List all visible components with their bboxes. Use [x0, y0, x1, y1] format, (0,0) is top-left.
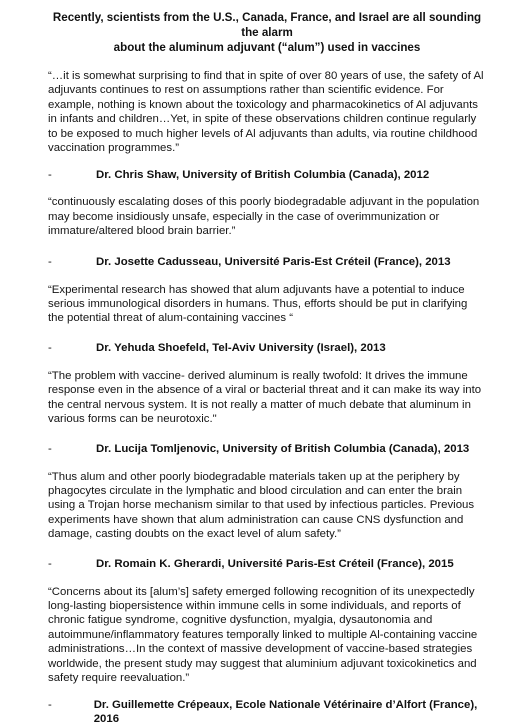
quote-shaw: “…it is somewhat surprising to find that in spite of over 80 years of use, the safety of Al adjuvants continues to rest on assumptions rather than scientific evidence. For example, nothing is known about the toxicology and pharmacokinetics of Al adjuvants in infants and children…Yet, in spite of these observations children continue regularly to be exposed to much higher levels of Al adjuvants than adults, via routine childhood vaccination programmes.”: [48, 70, 484, 155]
document-title: [48, 0, 486, 55]
attribution-gherardi: [48, 557, 486, 571]
quote-shoefeld: “Experimental research has showed that alum adjuvants have a potential to induce serious immunological disorders in humans. Thus, efforts should be put in clarifying the potential threat of alum-containing vaccines “: [48, 283, 468, 325]
attribution-shaw: [48, 168, 486, 182]
attribution-text: Dr. Lucija Tomljenovic, University of British Columbia (Canada), 2013: [96, 442, 470, 455]
title-line-2: about the aluminum adjuvant (“alum”) used in vaccines: [113, 41, 421, 54]
attribution-dash: -: [48, 699, 52, 712]
attribution-text: Dr. Guillemette Crépeaux, Ecole Nationale Vétérinaire d’Alfort (France), 2016: [93, 699, 478, 726]
quote-tomljenovic: “The problem with vaccine- derived aluminum is really twofold: It drives the immune response even in the absence of a viral or bacterial threat and it can make its way into the central nervous system. It is not really a matter of much debate that aluminum in various forms can be neurotoxic.": [48, 369, 482, 426]
attribution-text: Dr. Romain K. Gherardi, Université Paris-Est Créteil (France), 2015: [96, 557, 454, 570]
attribution-dash: -: [48, 557, 52, 570]
attribution-dash: -: [48, 169, 52, 182]
quote-gherardi: “Thus alum and other poorly biodegradable materials taken up at the periphery by phagocytes circulate in the lymphatic and blood circulation and can enter the brain using a Trojan horse mechanism similar to that used by infectious particles. Previous experiments have shown that alum administration can cause CNS dysfunction and damage, casting doubts on the exact level of alum safety.”: [48, 470, 475, 541]
attribution-dash: -: [48, 341, 52, 354]
title-line-1: Recently, scientists from the U.S., Canada, France, and Israel are all sounding the alarm: [52, 11, 482, 39]
attribution-dash: -: [48, 255, 52, 268]
attribution-text: Dr. Chris Shaw, University of British Columbia (Canada), 2012: [96, 169, 430, 182]
quote-crepeaux: “Concerns about its [alum’s] safety emerged following recognition of its unexpectedly long-lasting biopersistence within immune cells in some individuals, and reports of chronic fatigue syndrome, cognitive dysfunction, myalgia, dysautonomia and autoimmune/inflammatory features temporally linked to multiple Al-containing vaccine administrations…In the context of massive development of vaccine-based strategies worldwide, the present study may suggest that aluminium adjuvant toxicokinetics and safety require reevaluation.”: [48, 585, 478, 684]
attribution-crepeaux: [48, 698, 486, 726]
attribution-dash: -: [48, 442, 52, 455]
attribution-tomljenovic: [48, 442, 486, 456]
attribution-text: Dr. Yehuda Shoefeld, Tel-Aviv University (Israel), 2013: [96, 341, 386, 354]
attribution-text: Dr. Josette Cadusseau, Université Paris-Est Créteil (France), 2013: [96, 255, 451, 268]
quote-cadusseau: “continuously escalating doses of this poorly biodegradable adjuvant in the population may become insidiously unsafe, especially in the case of overimmunization or immature/altered blood brain barrier.”: [48, 196, 480, 238]
attribution-shoefeld: [48, 341, 486, 355]
attribution-cadusseau: [48, 255, 486, 269]
